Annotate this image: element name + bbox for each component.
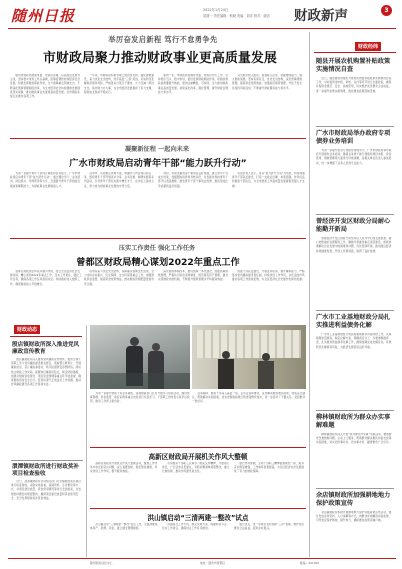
photo-figure [258, 361, 274, 389]
tag-label: 财政动态 [17, 327, 38, 333]
bottom-body-1b: 该局组织干部职工认真学习相关文件精神，开展谈心谈话，广泛征求意见建议，对照问题清单逐项整改，建立长效机制，推动作风建设常态化。 [162, 462, 230, 474]
bottom-body-2a: 洪山镇启动“三清两建一整改”试点工作，全面清理集体资产、资源、资金，建立健全管理制度。 [90, 523, 158, 531]
masthead [0, 0, 402, 28]
lead-body-col1: 随州市财政局按照市委、市政府部署，以高质量发展为主线，坚持稳中求进工作总基调，统筹疫情防控和经济社会发展，积极发挥财政职能作用，全力保障重点领域支出，不断深化预算管理制度改革，为全市经济社会持续健康发展提供坚实保障，推动财政事业实现更高质量发展。全市财政系统扎实推进各项工作。 [10, 74, 81, 99]
lead-body-col2: 一年来，市财政局积极争取上级资金支持，强化财源建设，着力优化支出结构，兜牢基层“三保”底线，切实防范化解政府债务风险，严格落实过紧日子要求，大力压减一般性支出，集中财力办大事，为全市经济发展提供了有力支撑，财政收支保持平稳运行。 [84, 74, 155, 94]
tag-label: 财政经纬 [358, 44, 379, 50]
bottom-body-2b: 该镇成立工作专班，制定实施方案，明确时间节点，压实工作责任，确保试点工作有序推进。 [162, 523, 230, 531]
lead-kicker: 举厉奋发启新程 笃行不怠勇争先 [108, 35, 218, 44]
youth-body-col1: 为进一步提升青年干部综合素质和业务能力，广水市财政局启动青年干部“能力跃升行动”，通过理论学习、业务培训、岗位练兵、导师帮带等方式，全面提升青年干部的政治素质和履职能力，为财政事业发展储备人才。 [10, 172, 81, 188]
zengdu-body-col3: 深化财政体制改革，推进预算一体化建设，加强预算绩效管理，严格执行政府采购制度，规范国有资产管理，健全完善财政内控机制，不断提升财政管理水平和服务效能。 [158, 270, 229, 282]
bottom-body-1a: 高新区财政局开展机关作风大整顿活动，聚焦工作作风中存在的突出问题，深入查摆剖析，制定整改措施，切实改进工作作风，提升服务效能。 [90, 462, 158, 474]
zengdu-headline: 曾都区财政局精心谋划2022年重点工作 [76, 257, 240, 268]
zengdu-kicker: 压实工作责任 强化工作任务 [118, 245, 196, 252]
bottom-headline-1: 高新区财政局开展机关作风大整顿 [148, 453, 248, 461]
tag-caizheng-dongtai [14, 325, 40, 334]
right-headline-6: 余店镇财政所加强耕地地力保护政策宣传 [316, 492, 391, 507]
center-mid-body-left: 为进一步提升财政干部业务素质，各地财政部门扎实开展学习培训活动，围绕预算管理、资金监管、政府采购等重点内容进行系统学习，干部职工纷纷表示将学以致用，推动工作再上新台阶。 [90, 392, 190, 404]
editor-line: 星期一 责任编辑：熊晓 美编：刘洋 校对：谢忠 [203, 14, 270, 18]
right-body-5: 柳林镇财政所深入开展“我为群众办实事”实践活动，聚焦群众急难愁盼问题，主动上门服务，帮助群众解决惠民补贴发放等实际困难，切实把好事办实、把实事办好，赢得群众广泛好评。 [316, 433, 392, 445]
youth-kicker: 凝聚新征程 一起向未来 [124, 146, 190, 153]
photo-figure [222, 351, 230, 359]
photo-figure [262, 353, 270, 361]
youth-body-col3: 同时，该局注重营造干事创业良好氛围，建立青年干部成长档案，加强跟踪培养和考核评价，对表现优秀的青年干部予以表扬激励，激发青年干部干事创业热情，推动形成比学赶超的良好局面。 [158, 172, 229, 188]
right-headline-2: 广水市财政局举办政府专项债券业务培训 [316, 130, 391, 145]
right-headline-4: 广水市工业基地财政分局扎实推进利益债务化解 [316, 314, 391, 329]
bottom-body-2c: 通过试点，进一步规范农村集体“三资”管理，维护农民群众合法权益，促进乡村振兴。 [234, 523, 305, 531]
lead-body-col3: 新的一年，市财政局将围绕市委、市政府中心工作，坚持稳字当头、稳中求进，更好发挥财政职能作用，积极的财政政策要提升效能，更加注重精准、可持续，全力推动财政事业高质量发展，持续深化改革，强化管理，提升财政治理能力和水平。 [158, 74, 229, 94]
zengdu-body-col1: 曾都区财政局坚持以问题为导向，结合全区经济社会发展实际，精心谋划2022年重点工作，压实工作责任，强化工作任务，确保各项工作任务落到实处。持续做好收入组织工作，确保财政收入平稳增长。 [10, 270, 82, 286]
footer-line-2: 地址：随州市曾都区 [200, 561, 226, 565]
photo-center [90, 325, 190, 389]
section-title: 财政新声 [294, 8, 348, 24]
right-body-3: 曾都经济开发区财政分局坚持以人民为中心的发展思想，耐心细致做好各项服务工作，勤勉尽责推进重点项目建设，积极协调解决企业发展中的困难和问题，优化营商环境，推动园区经济持续健康发展，开创工作新局面，取得了良好成效。 [316, 237, 392, 253]
photo-figure [130, 337, 139, 346]
right-body-4: 广水市工业基地财政分局高度重视债务风险防控工作，认真梳理存量债务，制定化解方案，明确责任分工，多渠道筹措资金，扎实推进利益债务化解工作，确保按期完成化解任务，有效防范化解债务风险，为经济发展营造良好环境。 [316, 333, 392, 349]
youth-headline: 广水市财政局启动青年干部“能力跃升行动” [69, 158, 247, 169]
left-headline-2: 澴潭镇财政所进行财政奖补项目检查验收 [12, 464, 80, 478]
tag-caizheng-jingwei [355, 42, 381, 51]
center-mid-body-right: 活动期间，财政干部深入基层一线，走访企业和群众，宣传解读财政惠民政策，收集意见建议，帮助解决实际困难，切实把财政政策红利送到群众身边，进一步密切了干群关系，受到群众一致好评。 [192, 392, 306, 404]
right-body-2: 为进一步提升政府专项债券管理水平，广水市财政局举办政府专项债券业务培训，邀请业务骨干就专项债券项目申报、资金使用、绩效管理等方面进行详细讲解，各相关单位负责人参加培训，进一步增强了业务人员的专业能力。 [316, 149, 392, 165]
lead-headline: 市财政局聚力推动财政事业更高质量发展 [43, 51, 277, 66]
zengdu-body-col4: 加强干部队伍建设，开展业务培训，提升履职能力，严格落实党风廉政建设责任制，持续改进工作作风，以优良的作风推动各项工作落地见效，为全区经济社会发展作出新的贡献。 [232, 270, 305, 282]
bottom-body-1c: 通过作风整顿，全局干部职工精神面貌焕然一新，服务意识明显增强，工作效率显著提高，为全区经济社会发展提供了有力的财政保障。 [234, 462, 305, 474]
right-headline-1: 随县开展农机购置补贴政策实施情况自查 [316, 58, 391, 73]
left-body-1: 殷店镇财政所深入推进党风廉政宣传教育，组织全体干部职工学习党风廉政建设相关规定，观看警示教育片，开展廉政谈话，签订廉政承诺书，筑牢拒腐防变思想防线。同时结合财政工作实际，梳理岗位廉政风险点，制定防控措施，加强对财政资金拨付、项目资金管理等重点环节的监督，确保财政资金安全运行，营造风清气正的良好工作氛围，推动党风廉政建设各项工作落到实处。 [11, 358, 82, 387]
right-headline-5: 柳林镇财政所为群众办实事解难题 [316, 414, 391, 429]
photo-figure [152, 343, 160, 351]
left-headline-1: 殷店镇财政所深入推进党风廉政宣传教育 [12, 342, 80, 356]
photo-right [192, 325, 306, 389]
youth-body-col2: 活动中，该局制定详细方案，明确学习内容和目标任务，组织青年干部开展读书分享、业务竞赛、调研实践等系列活动，引导青年干部在实践中增长才干，在岗位上建功立业，努力成为财政事业发展的中坚力量。 [84, 172, 155, 188]
page-number-badge [381, 5, 392, 16]
date-line: 2022年1月24日 [203, 8, 229, 12]
right-headline-3: 曾经济开发区财政分局耐心能勤开新局 [316, 218, 391, 233]
footer [10, 560, 394, 568]
zengdu-body-col2: 该局将着力优化支出结构，保障重点领域支出需求，全力支持乡村振兴、民生保障、生态环保等重点工作，加强财政资金监管，提高资金使用效益，推动财政资源配置更加科学合理。 [84, 270, 155, 286]
footer-line-3: 邮编：441300 [300, 561, 320, 565]
right-body-1: 近日，随县财政局组织开展农机购置补贴政策实施情况自查工作，对补贴资金申报、审核、兑付等环节进行全面检查，确保补贴资金规范、安全、高效使用，切实维护农民群众合法权益，进一步提升政策实施效果，推动惠农政策落地见效。 [316, 77, 392, 93]
right-body-6: 余店镇财政所积极开展耕地地力保护补贴政策宣传活动，通过发放宣传资料、入户讲解等方式，向群众详细解读补贴政策，引导农民保护耕地、提升地力，确保惠农政策家喻户晓。 [316, 511, 392, 523]
newspaper-logo: 随州日报 [11, 7, 76, 25]
youth-body-col4: 该局负责人表示，将以“能力跃升行动”为契机，持续加强青年干部队伍建设，打造一支政治过硬、本领高强、作风优良的财政干部队伍，为全市财政工作高质量发展提供坚强人才支撑。 [232, 172, 305, 188]
page-number: 3 [384, 7, 389, 14]
bottom-headline-2: 洪山镇启动“三清两建一整改”试点 [147, 514, 249, 522]
lead-body-col4: 突出抓好收入组织，加强收入征管，挖掘增收潜力，做大财政蛋糕；坚持有保有压，优化支出结构；深化预算绩效管理，提高资金使用效益；加强政府债务管理，守住不发生系统性风险底线；不断提升财政服务能力和水平。 [232, 74, 303, 90]
footer-line-1: 随州财政信息中心 [90, 561, 113, 565]
left-body-2: 近日，澴潭镇财政所会同相关部门对全镇财政奖补项目进行检查验收，采取实地查看、查阅资料、走访群众等方式，对项目建设质量、资金使用情况等进行全面检查，对发现的问题及时督促整改，确保项目建设质量和资金使用安全，充分发挥财政奖补资金效益。 [11, 480, 82, 500]
photo-figure [218, 359, 234, 389]
